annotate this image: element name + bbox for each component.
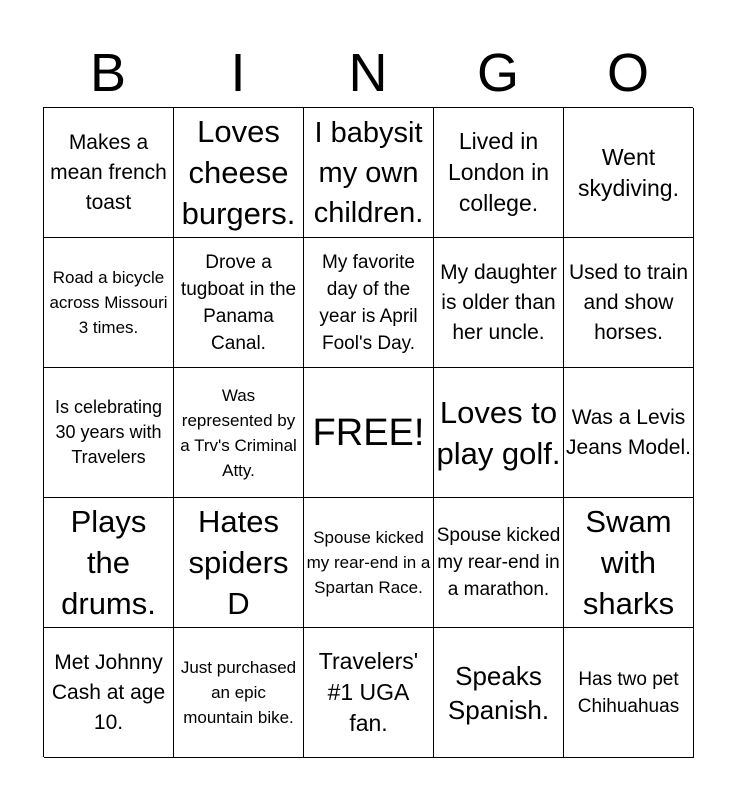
bingo-cell-text: Lived in London in college.	[447, 128, 550, 216]
bingo-cell-text: Was represented by a Trv's Criminal Atty.	[180, 385, 297, 480]
bingo-cell-3-5[interactable]	[564, 368, 694, 498]
bingo-cell-1-5[interactable]	[564, 108, 694, 238]
bingo-cell-text: Hates spiders D	[188, 504, 289, 621]
bingo-cell-1-4[interactable]	[434, 108, 564, 238]
bingo-cell-4-2[interactable]	[174, 498, 304, 628]
bingo-cell-text: My daughter is older than her uncle.	[440, 260, 557, 344]
bingo-cell-1-3[interactable]	[304, 108, 434, 238]
bingo-cell-2-3[interactable]	[304, 238, 434, 368]
bingo-cell-2-2[interactable]	[174, 238, 304, 368]
bingo-cell-text: Road a bicycle across Missouri 3 times.	[49, 268, 168, 337]
bingo-cell-4-1[interactable]	[44, 498, 174, 628]
bingo-cell-text: My favorite day of the year is April Fool's Day.	[319, 251, 418, 354]
header-letter-n: N	[348, 43, 388, 103]
bingo-cell-2-5[interactable]	[564, 238, 694, 368]
bingo-cell-text: I babysit my own children.	[313, 116, 424, 229]
bingo-cell-text: Was a Levis Jeans Model.	[566, 405, 691, 459]
bingo-cell-text: Makes a mean french toast	[50, 130, 167, 214]
bingo-cell-2-4[interactable]	[434, 238, 564, 368]
header-letter-b: B	[89, 43, 127, 103]
bingo-cell-text: Used to train and show horses.	[568, 260, 689, 344]
bingo-card-grid	[43, 107, 693, 757]
bingo-cell-text: Is celebrating 30 years with Travelers	[54, 397, 163, 467]
bingo-header	[43, 38, 693, 108]
bingo-cell-text: Just purchased an epic mountain bike.	[180, 658, 297, 727]
bingo-cell-3-3 free-space[interactable]	[304, 368, 434, 498]
bingo-cell-5-4[interactable]	[434, 628, 564, 758]
free-space-label: FREE!	[312, 411, 425, 454]
bingo-cell-5-2[interactable]	[174, 628, 304, 758]
bingo-cell-3-2[interactable]	[174, 368, 304, 498]
bingo-cell-text: Went skydiving.	[578, 143, 679, 201]
bingo-cell-text: Spouse kicked my rear-end in a marathon.	[436, 525, 561, 600]
header-letter-i: I	[230, 43, 246, 103]
bingo-cell-5-5[interactable]	[564, 628, 694, 758]
bingo-cell-4-4[interactable]	[434, 498, 564, 628]
bingo-cell-text: Speaks Spanish.	[447, 660, 550, 725]
header-letter-g: G	[476, 43, 519, 103]
bingo-cell-4-3[interactable]	[304, 498, 434, 628]
bingo-cell-text: Spouse kicked my rear-end in a Spartan Race.	[306, 528, 431, 597]
bingo-cell-text: Swam with sharks	[582, 504, 675, 621]
bingo-cell-text: Met Johnny Cash at age 10.	[51, 650, 166, 734]
bingo-cell-text: Travelers' #1 UGA fan.	[318, 648, 419, 736]
bingo-cell-text: Loves to play golf.	[436, 394, 561, 471]
header-letter-o: O	[606, 43, 649, 103]
bingo-cell-text: Drove a tugboat in the Panama Canal.	[180, 251, 297, 354]
bingo-cell-2-1[interactable]	[44, 238, 174, 368]
bingo-cell-5-3[interactable]	[304, 628, 434, 758]
bingo-cell-3-1[interactable]	[44, 368, 174, 498]
bingo-cell-text: Has two pet Chihuahuas	[577, 668, 680, 717]
bingo-cell-3-4[interactable]	[434, 368, 564, 498]
bingo-cell-text: Loves cheese burgers.	[181, 114, 296, 231]
bingo-cell-4-5[interactable]	[564, 498, 694, 628]
bingo-cell-1-2[interactable]	[174, 108, 304, 238]
bingo-cell-1-1[interactable]	[44, 108, 174, 238]
bingo-cell-5-1[interactable]	[44, 628, 174, 758]
bingo-cell-text: Plays the drums.	[61, 504, 156, 621]
